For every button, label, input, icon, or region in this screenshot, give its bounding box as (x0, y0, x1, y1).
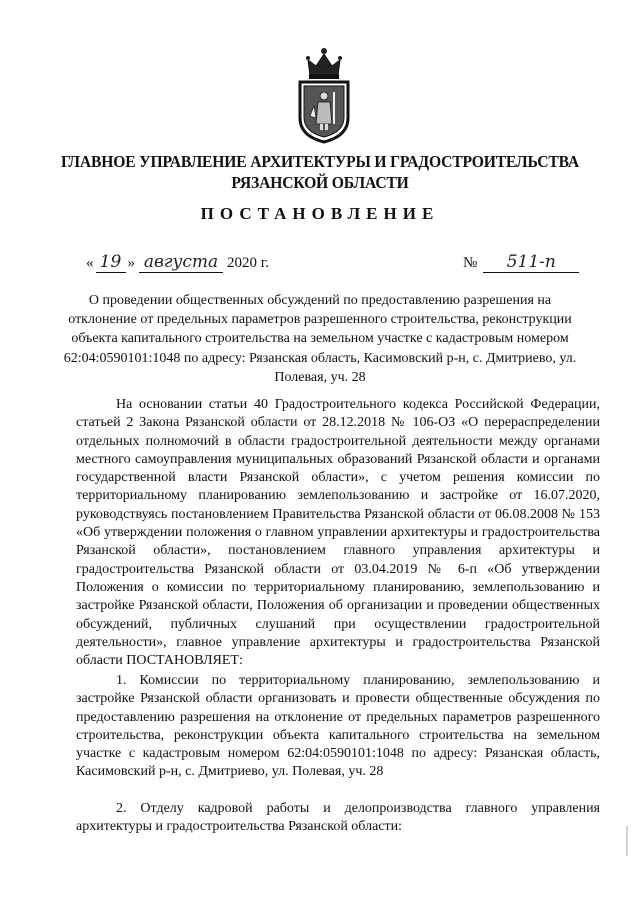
preamble-paragraph: На основании статьи 40 Градостроительного кодекса Российской Федерации, статьей 2 Закона Рязанской области от 28.12.2018 № 106-ОЗ «О перераспределении отдельных полномочий в области градостроительной деятельности между органами местного самоуправления муниципальных образований Рязанской области и органами государственной власти Рязанской области», с учетом решения комиссии по территориальному планированию землепользованию и застройке от 16.07.2020, руководствуясь постановлением Правительства Рязанской области от 06.08.2008 № 153 «Об утверждении положения о главном управлении архитектуры и градостроительства Рязанской области», постановлением главного управления архитектуры и градостроительства Рязанской области от 03.04.2019 № 6-п «Об утверждении Положения о комиссии по территориальному планированию, землепользованию и застройке Рязанской области, Положения об организации и проведении общественных обсуждений, публичных слушаний при осуществлении градостроительной деятельности», главное управление архитектуры и градостроительства Рязанской области ПОСТАНОВЛЯЕТ: (76, 397, 600, 669)
document-date (86, 252, 269, 273)
date-year: 2020 г. (227, 255, 269, 271)
organization-title-line1: ГЛАВНОЕ УПРАВЛЕНИЕ АРХИТЕКТУРЫ И ГРАДОСТРОИТЕЛЬСТВА (60, 152, 579, 171)
document-number (463, 252, 579, 273)
document-subject: О проведении общественных обсуждений по предоставлению разрешения на отклонение от предельных параметров разрешенного строительства, реконструкции объекта капитального строительства на земельном участке с кадастровым номером 62:04:0590101:1048 по адресу: Рязанская область, Касимовский р-н, с. Дмитриево, ул. Полевая, уч. 28 (63, 293, 577, 385)
date-month: августа (139, 252, 223, 273)
date-close-quote: » (127, 255, 135, 271)
scan-edge-mark (626, 826, 628, 856)
number-value: 511-п (483, 252, 579, 273)
organization-title-line2: РЯЗАНСКОЙ ОБЛАСТИ (231, 173, 409, 192)
number-label: № (463, 255, 478, 271)
ryazan-coat-of-arms-icon (294, 46, 354, 144)
item-2-paragraph: 2. Отделу кадровой работы и делопроизводства главного управления архитектуры и градостроительства Рязанской области: (76, 801, 600, 835)
date-day: 19 (96, 252, 126, 273)
document-type-title: ПОСТАНОВЛЕНИЕ (200, 204, 440, 223)
date-open-quote: « (86, 255, 94, 271)
item-1-paragraph: 1. Комиссии по территориальному планированию, землепользованию и застройке Рязанской области организовать и провести общественные обсуждения по предоставлению разрешения на отклонение от предельных параметров разрешенного строительства, реконструкции объекта капитального строительства на земельном участке с кадастровым номером 62:04:0590101:1048 по адресу: Рязанская область, Касимовский р-н, с. Дмитриево, ул. Полевая, уч. 28 (76, 673, 600, 780)
